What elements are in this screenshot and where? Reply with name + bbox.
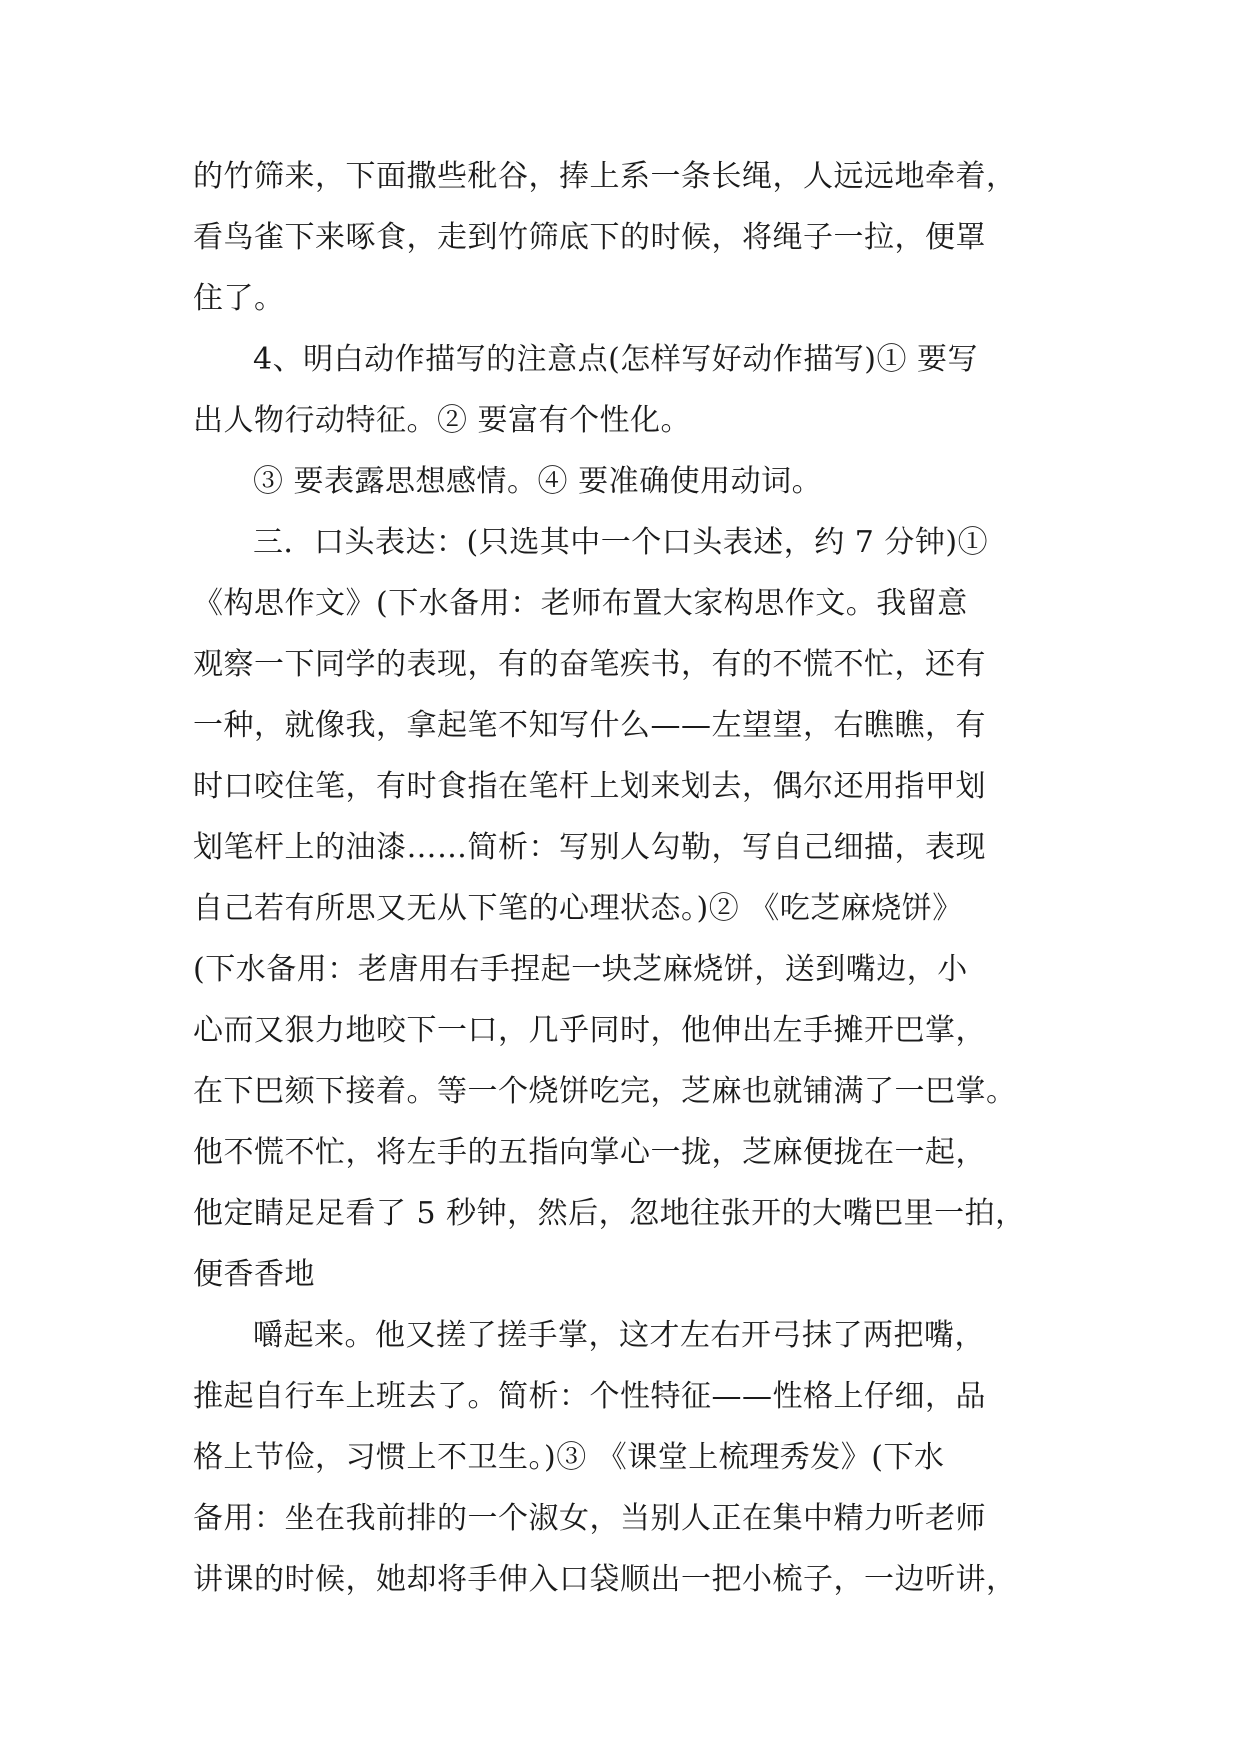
text-line: 《构思作文》(下水备用：老师布置大家构思作文。我留意 bbox=[193, 586, 968, 621]
text-line: 出人物行动特征。② 要富有个性化。 bbox=[193, 403, 692, 438]
text-line: 一种，就像我，拿起笔不知写什么——左望望，右瞧瞧，有 bbox=[193, 708, 986, 743]
text-line: 时口咬住笔，有时食指在笔杆上划来划去，偶尔还用指甲划 bbox=[193, 769, 986, 804]
text-line: (下水备用：老唐用右手捏起一块芝麻烧饼，送到嘴边，小 bbox=[193, 952, 968, 987]
text-line: 便香香地 bbox=[193, 1257, 315, 1292]
body-text bbox=[193, 160, 1073, 1624]
text-line: 嚼起来。他又搓了搓手掌，这才左右开弓抹了两把嘴， bbox=[253, 1318, 985, 1353]
text-line: 备用：坐在我前排的一个淑女，当别人正在集中精力听老师 bbox=[193, 1501, 986, 1536]
text-line: 三．口头表达：(只选其中一个口头表述，约 7 分钟)① bbox=[253, 525, 989, 560]
text-line: 看鸟雀下来啄食，走到竹筛底下的时候，将绳子一拉，便罩 bbox=[193, 220, 986, 255]
text-line: 心而又狠力地咬下一口，几乎同时，他伸出左手摊开巴掌， bbox=[193, 1013, 986, 1048]
text-line: 住了。 bbox=[193, 281, 285, 316]
text-line: 划笔杆上的油漆……简析：写别人勾勒，写自己细描，表现 bbox=[193, 830, 986, 865]
text-line: 观察一下同学的表现，有的奋笔疾书，有的不慌不忙，还有 bbox=[193, 647, 986, 682]
text-line: 推起自行车上班去了。简析：个性特征——性格上仔细，品 bbox=[193, 1379, 986, 1414]
text-line: 的竹筛来，下面撒些秕谷，捧上系一条长绳，人远远地牵着， bbox=[193, 159, 1017, 194]
text-line: 他不慌不忙，将左手的五指向掌心一拢，芝麻便拢在一起， bbox=[193, 1135, 986, 1170]
text-line: 在下巴颏下接着。等一个烧饼吃完，芝麻也就铺满了一巴掌。 bbox=[193, 1074, 1017, 1109]
text-line: 他定睛足足看了 5 秒钟，然后，忽地往张开的大嘴巴里一拍， bbox=[193, 1196, 1026, 1231]
text-line: 格上节俭，习惯上不卫生。)③ 《课堂上梳理秀发》(下水 bbox=[193, 1440, 945, 1475]
text-line: 自己若有所思又无从下笔的心理状态。)② 《吃芝麻烧饼》 bbox=[193, 891, 963, 926]
text-line: 讲课的时候，她却将手伸入口袋顺出一把小梳子，一边听讲， bbox=[193, 1562, 1017, 1597]
text-line: 4、明白动作描写的注意点(怎样写好动作描写)① 要写 bbox=[253, 342, 979, 377]
text-line: ③ 要表露思想感情。④ 要准确使用动词。 bbox=[253, 464, 823, 499]
